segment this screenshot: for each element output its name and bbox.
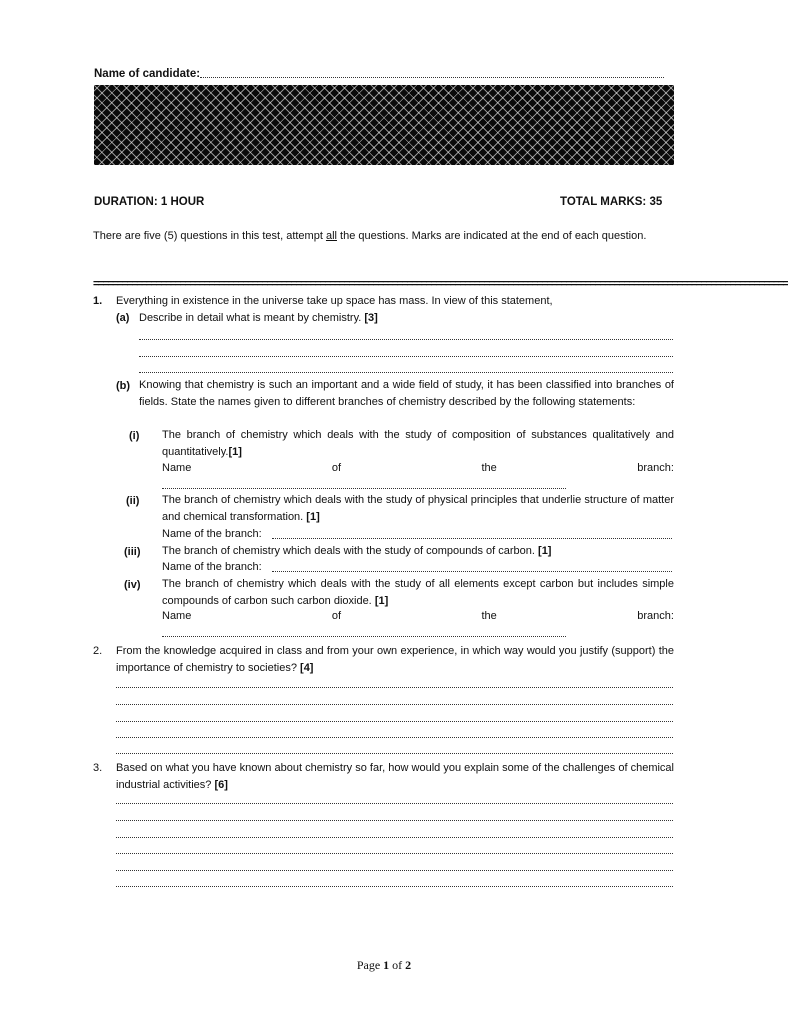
answer-line[interactable] [162,487,566,489]
answer-line[interactable] [116,869,673,871]
answer-line[interactable] [116,720,673,722]
footer-of-word: of [389,958,406,972]
question-3-text [116,760,674,793]
question-2-prompt: From the knowledge acquired in class and from your own experience, in which way would you justify (support) the importance of chemistry to societies? [116,645,674,674]
footer-current-page: 1 [383,958,390,972]
answer-line[interactable] [162,635,566,637]
question-1b-text: Knowing that chemistry is such an important and a wide field of study, it has been classified into branches of fields. State the names given to different branches of chemistry described by the following statements: [139,379,674,408]
word-branch: branch: [637,610,674,622]
question-1b-ii-marks: [1] [306,510,320,523]
answer-line[interactable] [272,537,672,539]
answer-line[interactable] [116,885,673,887]
branch-name-prompt-iv [162,610,674,622]
question-1a-label: (a) [116,312,130,324]
footer-page-word: Page [356,958,384,972]
answer-line[interactable] [116,802,673,804]
candidate-name-dots [200,76,664,78]
instructions-part-2: the questions. Marks are indicated at the end of each question. [336,230,647,242]
candidate-name-label: Name of candidate: [94,68,201,80]
question-1b-iii-text [162,543,674,560]
word-name: Name [162,610,192,622]
word-of: of [331,462,342,474]
branch-name-prompt-i [162,462,674,474]
question-3-prompt: Based on what you have known about chemistry so far, how would you explain some of the challenges of chemical industrial activities? [116,762,674,791]
answer-line[interactable] [139,338,673,340]
word-branch: branch: [637,462,674,474]
question-1b-i-marks: [1] [228,445,242,458]
candidate-name-line [94,68,200,80]
answer-line[interactable] [116,686,673,688]
answer-line[interactable] [139,371,673,373]
duration-label: DURATION: 1 HOUR [94,196,205,208]
separator-rule: ================================================================================================================================================ [93,278,788,290]
answer-line[interactable] [116,819,673,821]
question-1b-iv-prompt: The branch of chemistry which deals with the study of all elements except carbon but includes simple compounds of carbon such carbon dioxide. [162,578,674,607]
answer-line[interactable] [116,752,673,754]
question-1-number: 1. [93,295,103,307]
answer-line[interactable] [116,836,673,838]
redacted-school-banner [94,85,674,165]
page-footer [0,958,768,973]
question-2-text [116,643,674,676]
question-1b-ii-prompt: The branch of chemistry which deals with the study of physical principles that underlie structure of matter and chemical transformation. [162,494,674,523]
question-1b-iv-label: (iv) [124,579,141,591]
answer-line[interactable] [139,355,673,357]
question-1b-iv-marks: [1] [374,594,389,607]
question-2-number: 2. [93,645,103,657]
word-name: Name [162,462,192,474]
answer-line[interactable] [116,852,673,854]
instructions-underlined-word: all [325,230,337,242]
word-the: the [481,610,497,622]
question-1b-i-text [162,427,674,460]
question-1-stem: Everything in existence in the universe take up space has mass. In view of this statement, [116,295,553,307]
answer-line[interactable] [116,703,673,705]
instructions-part-1: There are five (5) questions in this test, attempt [93,230,326,242]
question-1a-prompt: Describe in detail what is meant by chemistry. [139,312,365,324]
question-3-number: 3. [93,762,103,774]
answer-line[interactable] [272,570,672,572]
question-1b-iii-label: (iii) [124,546,141,558]
word-the: the [481,462,497,474]
question-2-marks: [4] [300,661,314,674]
question-1a-marks: [3] [364,312,378,324]
question-1b-i-label: (i) [129,430,140,442]
word-of: of [331,610,342,622]
question-3-marks: [6] [214,778,228,791]
question-1b-i-prompt: The branch of chemistry which deals with the study of composition of substances qualitatively and quantitatively. [162,429,674,458]
answer-line[interactable] [116,736,673,738]
question-1a-text [139,310,674,327]
question-1b-iii-marks: [1] [538,545,552,557]
question-1b-ii-label: (ii) [126,495,140,507]
branch-name-prompt-ii: Name of the branch: [162,528,262,540]
instructions-text [93,228,673,245]
total-marks-label: TOTAL MARKS: 35 [560,196,663,208]
question-1b-iii-prompt: The branch of chemistry which deals with the study of compounds of carbon. [162,545,539,557]
footer-total-pages: 2 [405,958,412,972]
branch-name-prompt-iii: Name of the branch: [162,561,262,573]
question-1b-label: (b) [116,380,131,392]
question-1b-iv-text [162,576,674,609]
question-1b-ii-text [162,492,674,525]
